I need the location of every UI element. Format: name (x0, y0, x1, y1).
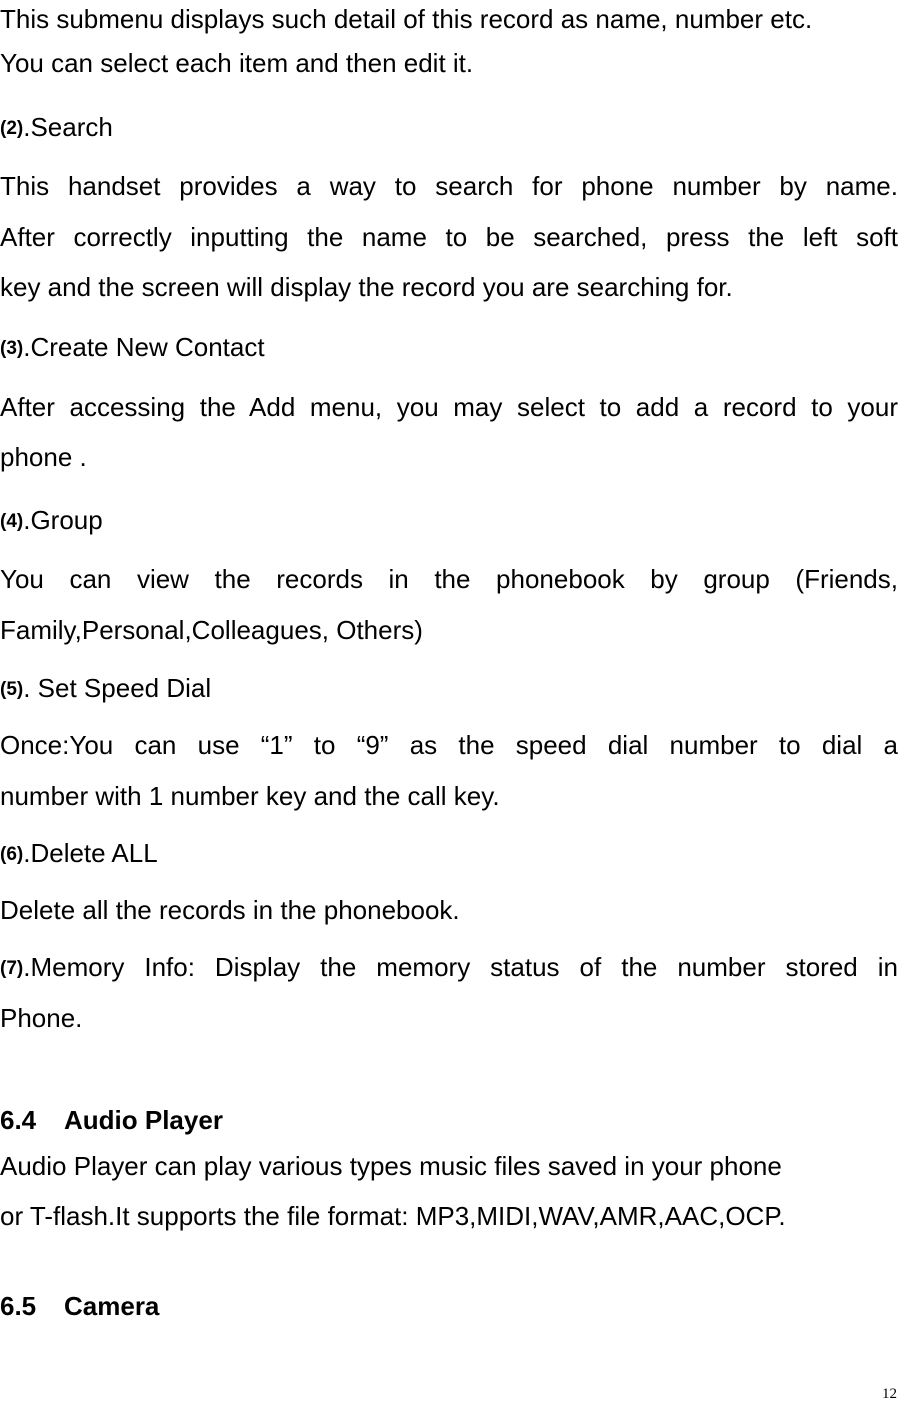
item-memory-info-heading (0, 952, 898, 984)
item-search-body-3: key and the screen will display the record you are searching for. (0, 272, 733, 302)
item-create-contact-body-1: After accessing the Add menu, you may select to add a record to your (0, 392, 898, 422)
item-title: .Search (23, 112, 113, 142)
item-marker: (2) (0, 118, 24, 139)
section-number: 6.5 (0, 1291, 37, 1321)
item-memory-info-body-1: Phone. (0, 1003, 83, 1033)
item-search-body-1: This handset provides a way to search for phone number by name. (0, 171, 898, 201)
page-number: 12 (882, 1386, 897, 1402)
item-speed-dial-heading (0, 673, 898, 705)
section-camera-heading (0, 1291, 898, 1321)
section-audio-player-body-1: Audio Player can play various types music files saved in your phone (0, 1151, 782, 1181)
item-group-heading (0, 505, 898, 537)
item-search-body-2: After correctly inputting the name to be searched, press the left soft (0, 222, 898, 252)
item-title: .Create New Contact (23, 332, 265, 362)
item-create-contact-heading (0, 332, 898, 364)
item-delete-all-body-1: Delete all the records in the phonebook. (0, 895, 460, 925)
item-speed-dial-body-1: Once:You can use “1” to “9” as the speed dial number to dial a (0, 730, 898, 760)
item-title: .Delete ALL (23, 838, 158, 868)
section-audio-player-heading (0, 1105, 898, 1135)
section-audio-player-body-2: or T-flash.It supports the file format: MP3,MIDI,WAV,AMR,AAC,OCP. (0, 1201, 786, 1231)
item-marker: (3) (0, 338, 24, 359)
item-delete-all-heading (0, 838, 898, 870)
item-group-body-1: You can view the records in the phonebook by group (Friends, (0, 564, 898, 594)
item-group-body-2: Family,Personal,Colleagues, Others) (0, 615, 423, 645)
item-speed-dial-body-2: number with 1 number key and the call key. (0, 781, 500, 811)
section-number: 6.4 (0, 1105, 37, 1135)
item-title: .Group (23, 505, 103, 535)
item-marker: (5) (0, 679, 24, 700)
item-marker: (7) (0, 958, 24, 979)
item-title: . Set Speed Dial (23, 673, 212, 703)
item-marker: (4) (0, 511, 24, 532)
section-title: Camera (64, 1291, 160, 1321)
item-marker: (6) (0, 844, 24, 865)
item-search-heading (0, 112, 898, 144)
section-title: Audio Player (64, 1105, 223, 1135)
intro-line-2: You can select each item and then edit it. (0, 48, 474, 78)
item-create-contact-body-2: phone . (0, 442, 87, 472)
item-title: .Memory Info: Display the memory status of the number stored in (23, 952, 898, 982)
intro-line-1: This submenu displays such detail of this record as name, number etc. (0, 4, 813, 34)
